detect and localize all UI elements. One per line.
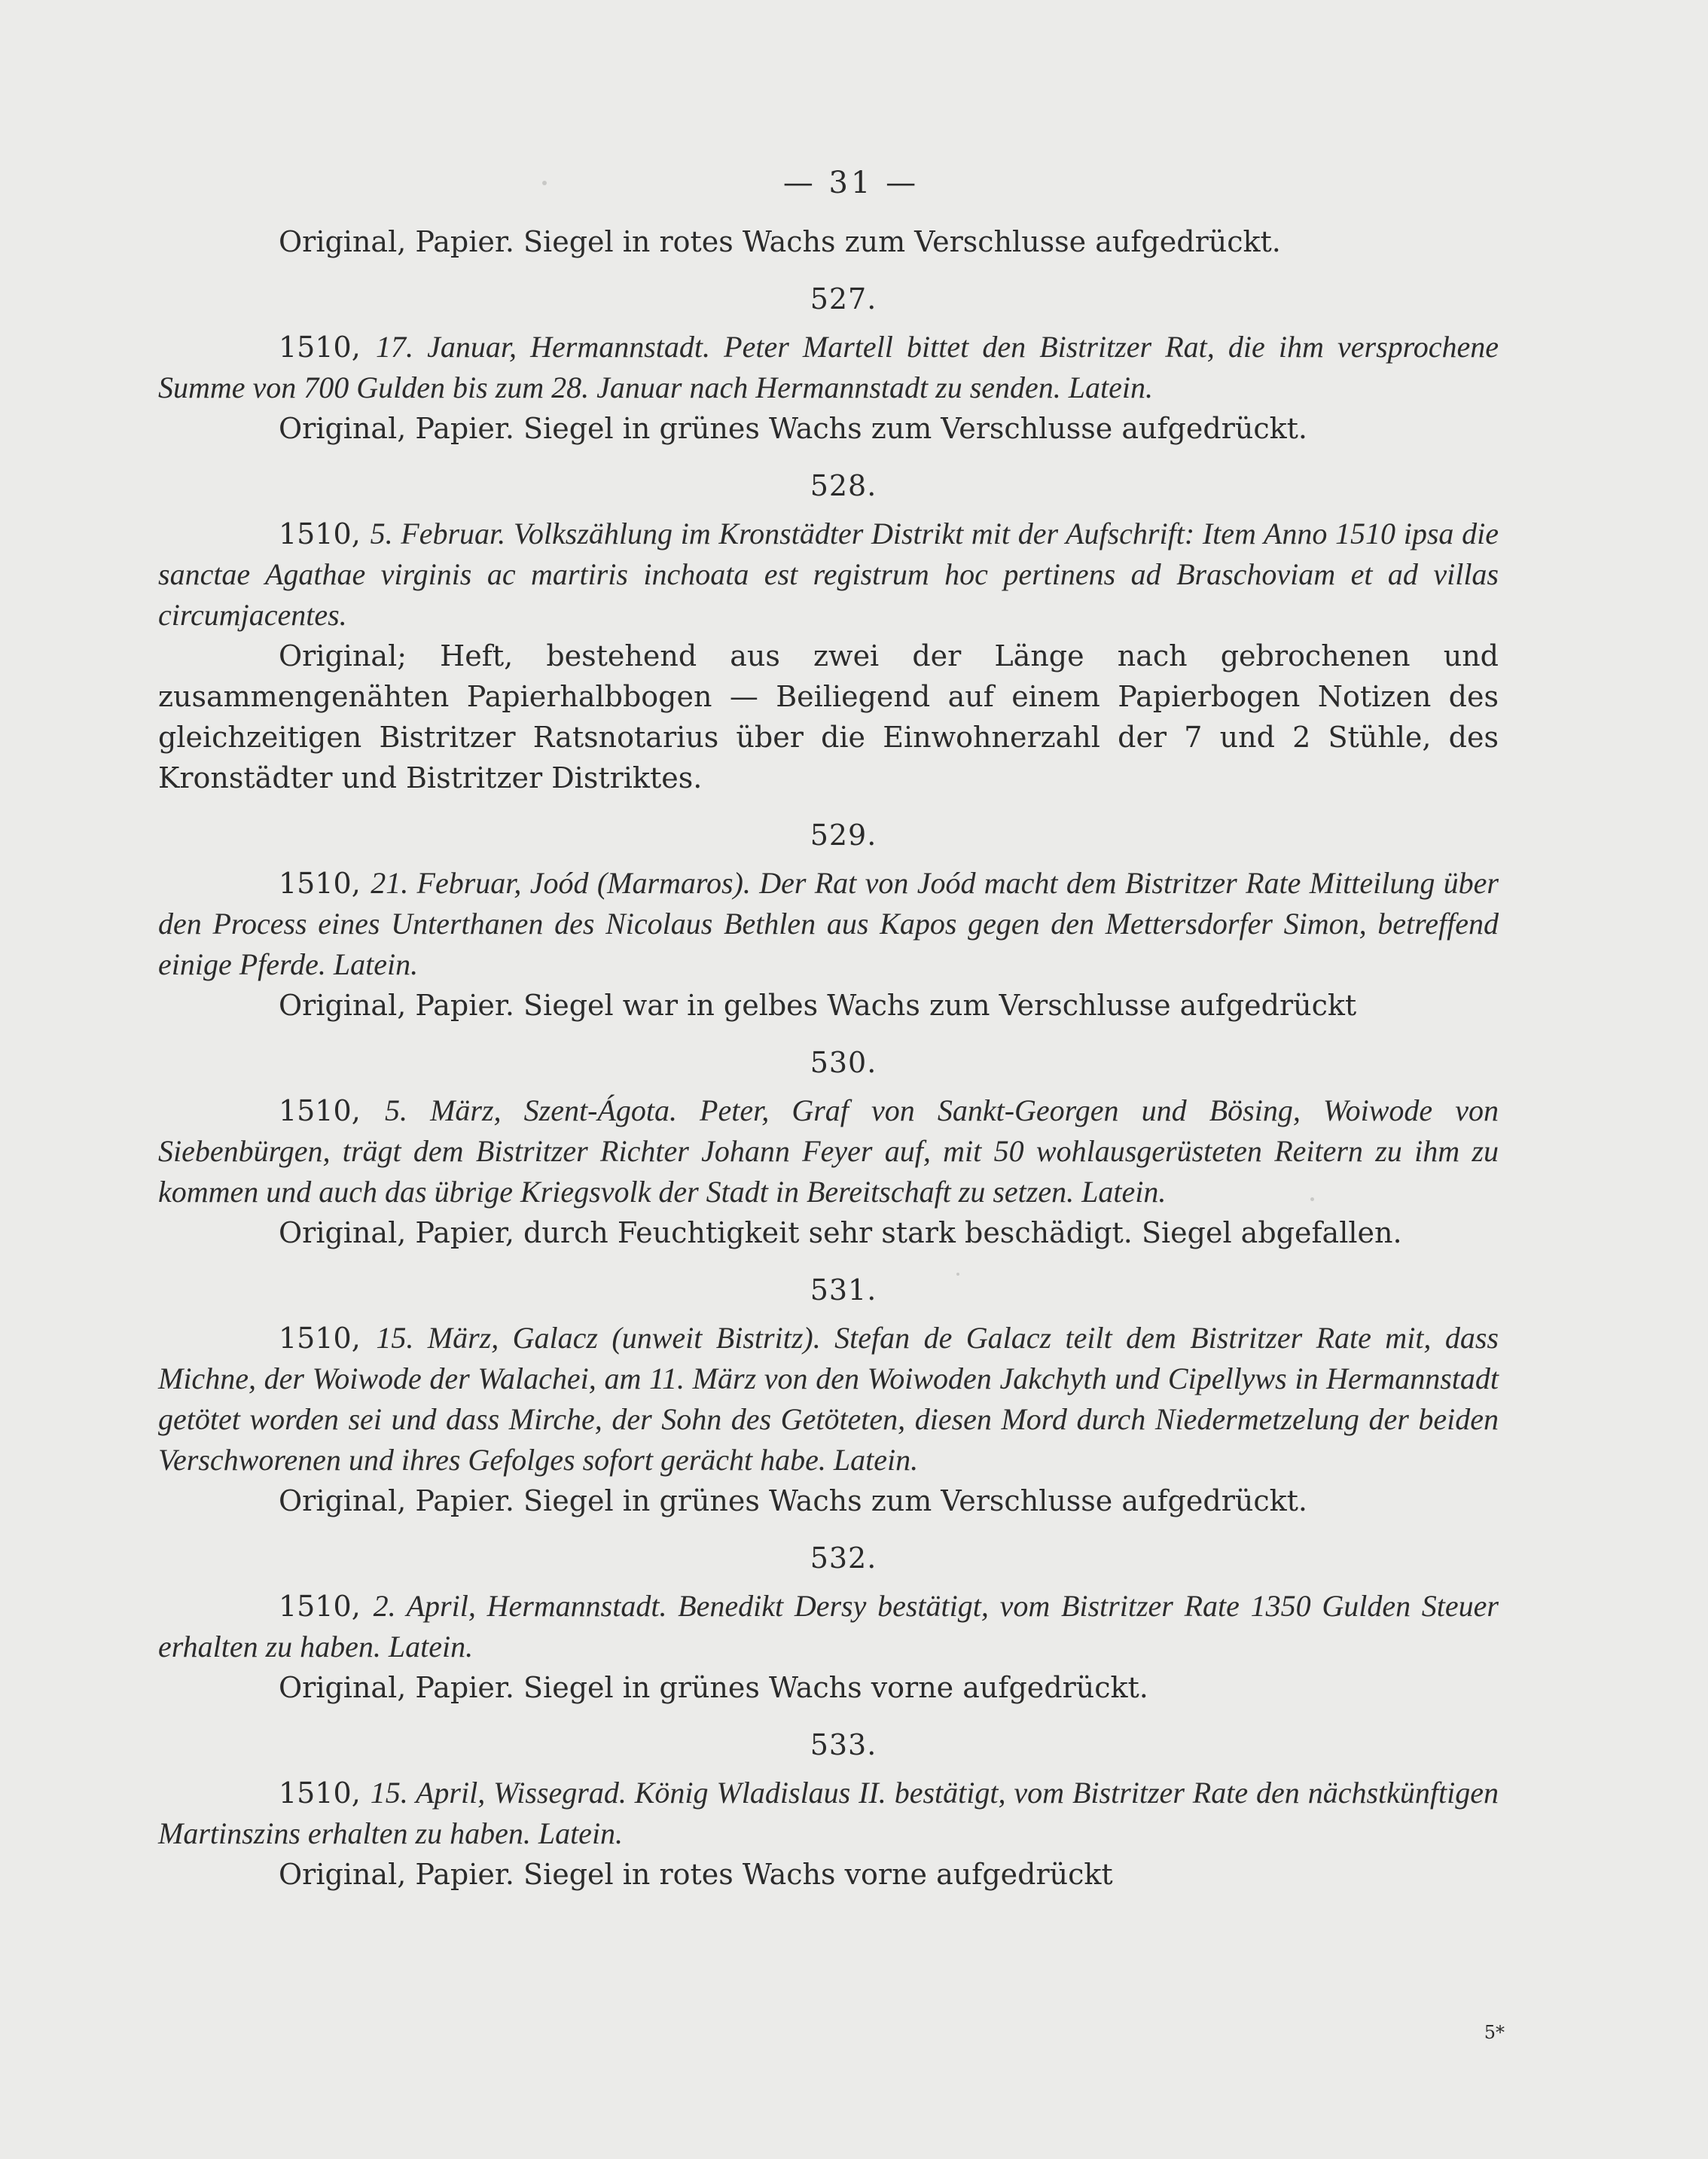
entry-summary-text: 15. April, Wissegrad. König Wladislaus II. bestätigt, vom Bistritzer Rate den nächstkünftigen Martinszins erhalten zu haben. Latein.	[158, 1776, 1499, 1850]
entry-original-note: Original, Papier, durch Feuchtigkeit sehr stark beschädigt. Siegel abgefallen.	[279, 1216, 1402, 1249]
entry-532	[158, 1538, 1499, 1708]
entry-original-note: Original, Papier. Siegel war in gelbes Wachs zum Verschlusse aufgedrückt	[279, 989, 1357, 1022]
entry-year: 1510,	[279, 1590, 361, 1623]
entry-number: 530.	[810, 1046, 877, 1079]
entry-summary-text: 2. April, Hermannstadt. Benedikt Dersy bestätigt, vom Bistritzer Rate 1350 Gulden Steuer erhalten zu haben. Latein.	[158, 1589, 1499, 1663]
entry-number: 529.	[810, 819, 877, 852]
entry-number: 527.	[810, 282, 877, 316]
scan-speck	[956, 1273, 959, 1276]
entry-533	[158, 1724, 1499, 1895]
document-page	[158, 166, 1499, 1895]
intro-original-note: Original, Papier. Siegel in rotes Wachs zum Verschlusse aufgedrückt.	[279, 225, 1281, 258]
entry-summary	[158, 1090, 1499, 1212]
entry-year: 1510,	[279, 867, 361, 900]
signature-mark: 5*	[1484, 2022, 1505, 2043]
entry-original-note: Original, Papier. Siegel in grünes Wachs zum Verschlusse aufgedrückt.	[279, 1484, 1307, 1517]
entry-summary-text: 15. März, Galacz (unweit Bistritz). Stefan de Galacz teilt dem Bistritzer Rate mit, dass Michne, der Woiwode der Walachei, am 11. März von den Woiwoden Jakchyth und Cipellyws in Hermannstadt getötet worden sei und dass Mirche, der Sohn des Getöteten, diesen Mord durch Niedermetzelung der beiden Verschworenen und ihres Gefolges sofort gerächt habe. Latein.	[158, 1321, 1499, 1477]
entry-year: 1510,	[279, 1322, 361, 1355]
entry-summary	[158, 1318, 1499, 1481]
entry-529	[158, 815, 1499, 1026]
entry-number: 533.	[810, 1728, 877, 1761]
entry-summary-text: 5. März, Szent-Ágota. Peter, Graf von Sankt-Georgen und Bösing, Woiwode von Siebenbürgen, trägt dem Bistritzer Richter Johann Feyer auf, mit 50 wohlausgerüsteten Reitern zu ihm zu kommen und auch das übrige Kriegsvolk der Stadt in Bereitschaft zu setzen. Latein.	[158, 1093, 1499, 1209]
scan-speck	[1310, 1197, 1314, 1201]
entry-original-note: Original, Papier. Siegel in grünes Wachs zum Verschlusse aufgedrückt.	[279, 412, 1307, 445]
entry-summary-text: 17. Januar, Hermannstadt. Peter Martell bittet den Bistritzer Rat, die ihm versprochene Summe von 700 Gulden bis zum 28. Januar nach Hermannstadt zu senden. Latein.	[158, 330, 1499, 404]
entry-summary	[158, 863, 1499, 985]
entry-number: 532.	[810, 1541, 877, 1575]
entry-number: 531.	[810, 1273, 877, 1307]
entry-summary	[158, 514, 1499, 636]
entry-527	[158, 279, 1499, 449]
entry-530	[158, 1042, 1499, 1253]
entry-summary	[158, 1586, 1499, 1667]
entry-summary	[158, 1773, 1499, 1854]
entry-original-note: Original, Papier. Siegel in rotes Wachs vorne aufgedrückt	[279, 1858, 1113, 1891]
entry-original-note: Original; Heft, bestehend aus zwei der Länge nach gebrochenen und zusammengenähten Papierhalbbogen — Beiliegend auf einem Papierbogen Notizen des gleichzeitigen Bistritzer Ratsnotarius über die Einwohnerzahl der 7 und 2 Stühle, des Kronstädter und Bistritzer Distriktes.	[158, 639, 1499, 794]
entry-summary-text: 5. Februar. Volkszählung im Kronstädter Distrikt mit der Aufschrift: Item Anno 1510 ipsa die sanctae Agathae virginis ac martiris inchoata est registrum hoc pertinens ad Braschoviam et ad villas circumjacentes.	[158, 517, 1499, 632]
scan-speck	[542, 181, 547, 185]
entry-531	[158, 1270, 1499, 1521]
entry-summary-text: 21. Februar, Joód (Marmaros). Der Rat von Joód macht dem Bistritzer Rate Mitteilung über den Process eines Unterthanen des Nicolaus Bethlen aus Kapos gegen den Mettersdorfer Simon, betreffend einige Pferde. Latein.	[158, 866, 1499, 981]
entry-year: 1510,	[279, 331, 361, 364]
page-number: — 31 —	[782, 166, 920, 200]
entry-year: 1510,	[279, 1776, 361, 1810]
entry-year: 1510,	[279, 1094, 361, 1127]
entry-number: 528.	[810, 469, 877, 502]
entry-original-note: Original, Papier. Siegel in grünes Wachs vorne aufgedrückt.	[279, 1671, 1148, 1704]
entry-528	[158, 465, 1499, 798]
entry-year: 1510,	[279, 517, 361, 550]
entry-summary	[158, 327, 1499, 408]
